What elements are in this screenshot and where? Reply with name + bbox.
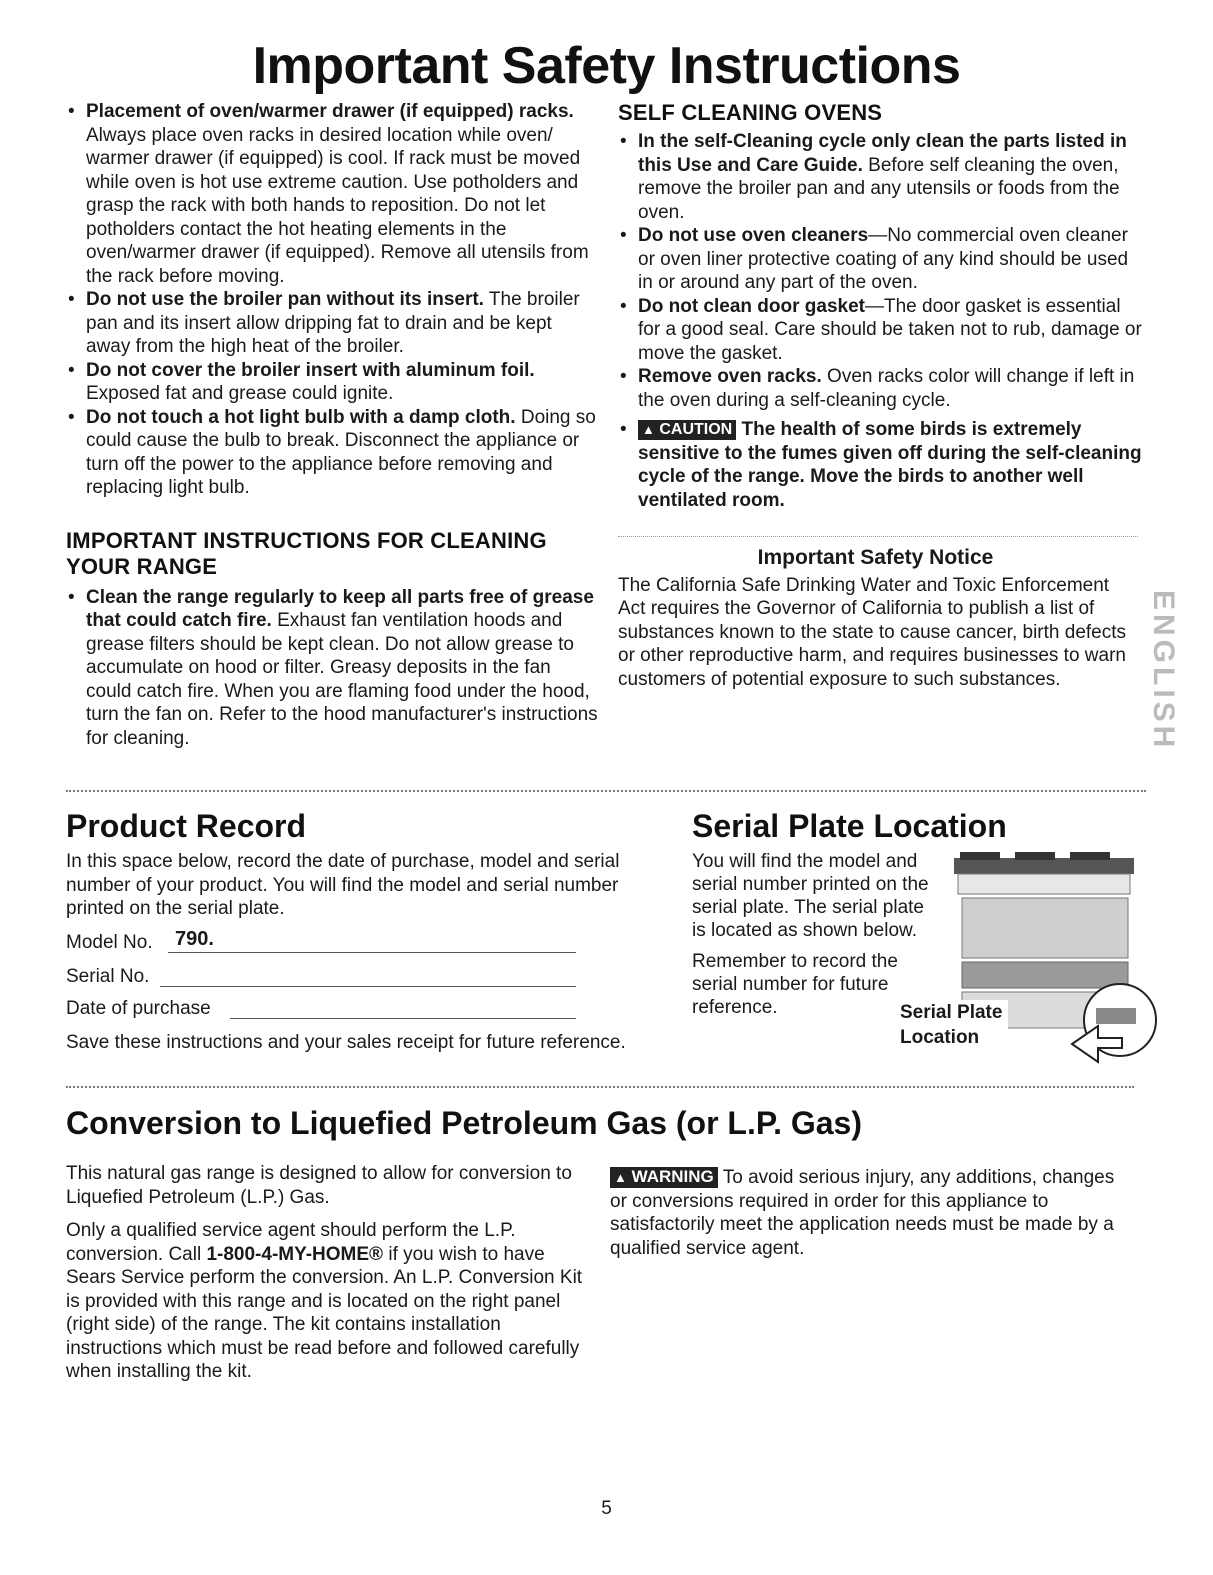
safety-list — [66, 100, 601, 500]
list-item: • Do not use the broiler pan without its insert. The broiler pan and its insert allow dripping fat to drain and be kept away from the high heat of the broiler. — [68, 289, 580, 357]
cooktop — [954, 858, 1134, 874]
oven-window — [962, 898, 1128, 958]
left-column — [66, 100, 601, 750]
self-cleaning-list — [618, 130, 1143, 512]
date-label: Date of purchase — [66, 998, 211, 1019]
grate-icon — [960, 852, 1000, 860]
list-item: • In the self-Cleaning cycle only clean the parts listed in this Use and Care Guide. Before self cleaning the oven, remove the broiler pan and any utensils or foods from the oven. — [620, 131, 1127, 223]
list-item: • Do not clean door gasket—The door gasket is essential for a good seal. Care should be taken not to rub, damage or move the gasket. — [620, 295, 1142, 364]
section-divider — [66, 790, 1146, 792]
list-item: • Do not touch a hot light bulb with a damp cloth. Doing so could cause the bulb to break. Disconnect the appliance or turn off the power to the appliance before removing and replacing light bulb. — [68, 406, 596, 498]
phone-number: 1-800-4-MY-HOME® — [206, 1243, 384, 1265]
conversion-paragraph: This natural gas range is designed to allow for conversion to Liquefied Petroleum (L.P.) Gas. — [66, 1163, 572, 1208]
product-record-heading: Product Record — [66, 808, 307, 844]
serial-label: Serial No. — [66, 966, 150, 987]
language-tab: ENGLISH — [1147, 590, 1180, 752]
serial-plate-text: You will find the model and serial number printed on the serial plate. The serial plate is located as shown below. — [692, 851, 929, 941]
serial-plate-callout: Serial Plate Location — [900, 1000, 1008, 1050]
conversion-warning — [610, 1166, 1130, 1260]
model-label: Model No. — [66, 932, 153, 953]
warning-text: To avoid serious injury, any additions, changes or conversions required in order for this appliance to satisfactorily meet the application needs must be made by a qualified service agent. — [610, 1167, 1115, 1259]
list-item: • Do not use oven cleaners—No commercial oven cleaner or oven liner protective coating of any kind should be used in or around any part of the oven. — [620, 225, 1129, 293]
model-value: 790. — [175, 928, 214, 950]
product-record-intro: In this space below, record the date of purchase, model and serial number of your product. You will find the model and serial number printed on the serial plate. — [66, 851, 620, 919]
control-panel — [958, 874, 1130, 894]
cleaning-list — [66, 586, 601, 751]
conversion-paragraph: Only a qualified service agent should perform the L.P. conversion. Call 1-800-4-MY-HOME® if you wish to have Sears Service perform the conversion. An L.P. Conversion Kit is provided with this range and is located on the right panel (right side) of the range. The kit contains installation instructions which must be read before and followed carefully when installing the kit. — [66, 1220, 583, 1382]
serial-plate-icon — [1096, 1008, 1136, 1024]
caution-item: • ▲ CAUTION The health of some birds is extremely sensitive to the fumes given off during the self-cleaning cycle of the range. Move the birds to another well ventilated room. — [620, 419, 1142, 511]
serial-plate-heading: Serial Plate Location — [692, 808, 1007, 844]
grate-icon — [1070, 852, 1110, 860]
list-item: • Remove oven racks. Oven racks color will change if left in the oven during a self-cleaning cycle. — [620, 366, 1135, 411]
serial-field[interactable] — [160, 986, 576, 987]
notice-text: The California Safe Drinking Water and Toxic Enforcement Act requires the Governor of California to publish a list of substances known to the state to cause cancer, birth defects or other reproductive harm, and requires businesses to warn customers of potential exposure to such substances. — [618, 574, 1127, 690]
page-number: 5 — [601, 1498, 612, 1519]
grate-icon — [1015, 852, 1055, 860]
date-field[interactable] — [230, 1018, 576, 1019]
serial-plate-reminder: Remember to record the serial number for future reference. — [692, 951, 898, 1018]
safety-notice — [618, 546, 1133, 691]
list-item: • Do not cover the broiler insert with aluminum foil. Exposed fat and grease could ignite. — [68, 359, 535, 404]
notice-divider — [618, 536, 1138, 537]
page-title: Important Safety Instructions — [252, 37, 961, 95]
model-field[interactable] — [168, 952, 576, 953]
self-cleaning-heading: SELF CLEANING OVENS — [618, 100, 883, 125]
warning-triangle-icon: ▲ — [614, 1170, 627, 1185]
list-item: • Clean the range regularly to keep all parts free of grease that could catch fire. Exhaust fan ventilation hoods and grease filters should be kept clean. Do not allow grease to accumulate on hood or filter. Greasy deposits in the fan could catch fire. When you are flaming food under the hood, turn the fan on. Refer to the hood manufacturer's instructions for cleaning. — [68, 586, 598, 749]
conversion-left — [66, 1162, 596, 1384]
warning-triangle-icon: ▲ — [642, 422, 655, 437]
section-divider — [66, 1086, 1134, 1088]
caution-badge: ▲ CAUTION — [638, 420, 736, 440]
cleaning-heading: IMPORTANT INSTRUCTIONS FOR CLEANING YOUR RANGE — [66, 527, 547, 579]
right-column — [618, 100, 1143, 512]
list-item: • Placement of oven/warmer drawer (if equipped) racks. Always place oven racks in desired location while oven/ warmer drawer (if equipped) is cool. If rack must be moved while oven is hot use extreme caution. Use potholders and grasp the rack with both hands to reposition. Do not let potholders contact the hot heating elements in the oven/warmer drawer (if equipped). Remove all utensils from the rack before moving. — [68, 101, 589, 287]
oven-handle-area — [962, 962, 1128, 988]
warning-badge: ▲ WARNING — [610, 1167, 718, 1188]
conversion-heading: Conversion to Liquefied Petroleum Gas (or L.P. Gas) — [66, 1105, 862, 1141]
save-note: Save these instructions and your sales receipt for future reference. — [66, 1032, 626, 1053]
notice-heading: Important Safety Notice — [757, 546, 994, 569]
